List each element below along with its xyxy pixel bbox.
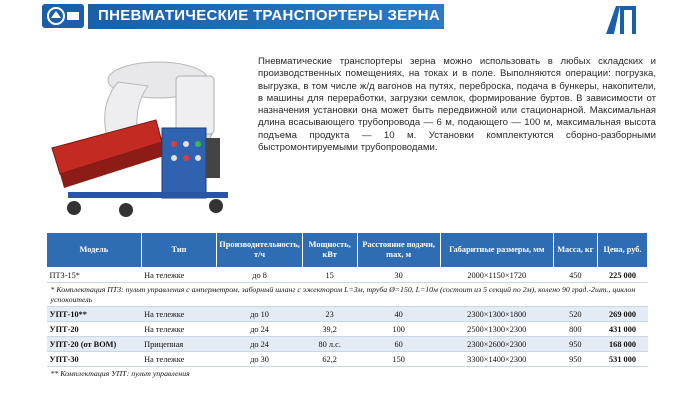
cell-model: ПТЗ-15*: [47, 268, 142, 283]
cell-power: 15: [302, 268, 357, 283]
cell-model: УПТ-20: [47, 322, 142, 337]
cell-power: 39,2: [302, 322, 357, 337]
cell-dims: 2300×2600×2300: [440, 337, 553, 352]
grain-conveyor-image: [38, 46, 248, 222]
cell-type: На тележке: [141, 307, 217, 322]
table-row: [47, 322, 648, 337]
cell-type: На тележке: [141, 268, 217, 283]
note-ptz-equipment: * Комплектация ПТЗ: пульт управления с амперметром, заборный шланг с эжектором L=3м, труба Ø=150, L=10м (состоит из 5 секций по 2м), колено 90 град.-2шт., циклон успокоитель: [47, 283, 648, 307]
cell-power: 80 л.с.: [302, 337, 357, 352]
cell-type: На тележке: [141, 322, 217, 337]
cell-power: 62,2: [302, 352, 357, 367]
cell-dims: 2300×1300×1800: [440, 307, 553, 322]
cell-capacity: до 10: [217, 307, 303, 322]
cell-type: На тележке: [141, 352, 217, 367]
cell-price: 431 000: [598, 322, 648, 337]
cell-model: УПТ-10**: [47, 307, 142, 322]
table-header-row: [47, 233, 648, 268]
cell-model: УПТ-30: [47, 352, 142, 367]
cell-mass: 450: [553, 268, 597, 283]
cell-model: УПТ-20 (от ВОМ): [47, 337, 142, 352]
col-model: Модель: [47, 233, 142, 268]
specs-table: [46, 232, 648, 381]
cell-capacity: до 24: [217, 337, 303, 352]
cell-capacity: до 24: [217, 322, 303, 337]
table-note-row: [47, 367, 648, 381]
table-row: [47, 307, 648, 322]
cell-price: 269 000: [598, 307, 648, 322]
cell-price: 531 000: [598, 352, 648, 367]
cell-distance: 100: [357, 322, 440, 337]
note-upt-equipment: ** Комплектация УПТ: пульт управления: [47, 367, 648, 381]
cell-price: 225 000: [598, 268, 648, 283]
table-row: [47, 268, 648, 283]
company-logo: [42, 4, 84, 28]
cell-mass: 800: [553, 322, 597, 337]
brand-logo: [604, 2, 638, 36]
cell-price: 168 000: [598, 337, 648, 352]
table-row: [47, 352, 648, 367]
cell-power: 23: [302, 307, 357, 322]
col-type: Тип: [141, 233, 217, 268]
cell-distance: 40: [357, 307, 440, 322]
cell-dims: 3300×1400×2300: [440, 352, 553, 367]
col-distance: Расстояние подачи, max, м: [357, 233, 440, 268]
specs-table-wrap: [46, 232, 648, 381]
col-dims: Габаритные размеры, мм: [440, 233, 553, 268]
description-text: Пневматические транспортеры зерна можно использовать в любых складских и производственных помещениях, на токах и в поле. Выполняются операции: погрузка, выгрузка, в том числе ж/д вагонов на путях, переброска, подача в бункеры, накопители, в машины для переработки, загрузки семлок, формирование буртов. В зависимости от назначения установки она может быть передвижной или стационарной. Максимальная длина всасывающего трубопровода — 6 м, подающего — 100 м, максимальная высота подъема продукта — 10 м. Установки комплектуются сборно-разборными быстромонтируемыми трубопроводами.: [258, 56, 656, 154]
cell-capacity: до 30: [217, 352, 303, 367]
cell-dims: 2500×1300×2300: [440, 322, 553, 337]
cell-mass: 950: [553, 352, 597, 367]
table-note-row: [47, 283, 648, 307]
cell-mass: 520: [553, 307, 597, 322]
cell-distance: 30: [357, 268, 440, 283]
cell-mass: 950: [553, 337, 597, 352]
col-price: Цена, руб.: [598, 233, 648, 268]
col-power: Мощность, кВт: [302, 233, 357, 268]
col-capacity: Производительность, т/ч: [217, 233, 303, 268]
cell-dims: 2000×1150×1720: [440, 268, 553, 283]
page-title: ПНЕВМАТИЧЕСКИЕ ТРАНСПОРТЕРЫ ЗЕРНА: [98, 7, 441, 24]
cell-capacity: до 8: [217, 268, 303, 283]
cell-type: Прицепная: [141, 337, 217, 352]
cell-distance: 150: [357, 352, 440, 367]
cell-distance: 60: [357, 337, 440, 352]
col-mass: Масса, кг: [553, 233, 597, 268]
table-row: [47, 337, 648, 352]
